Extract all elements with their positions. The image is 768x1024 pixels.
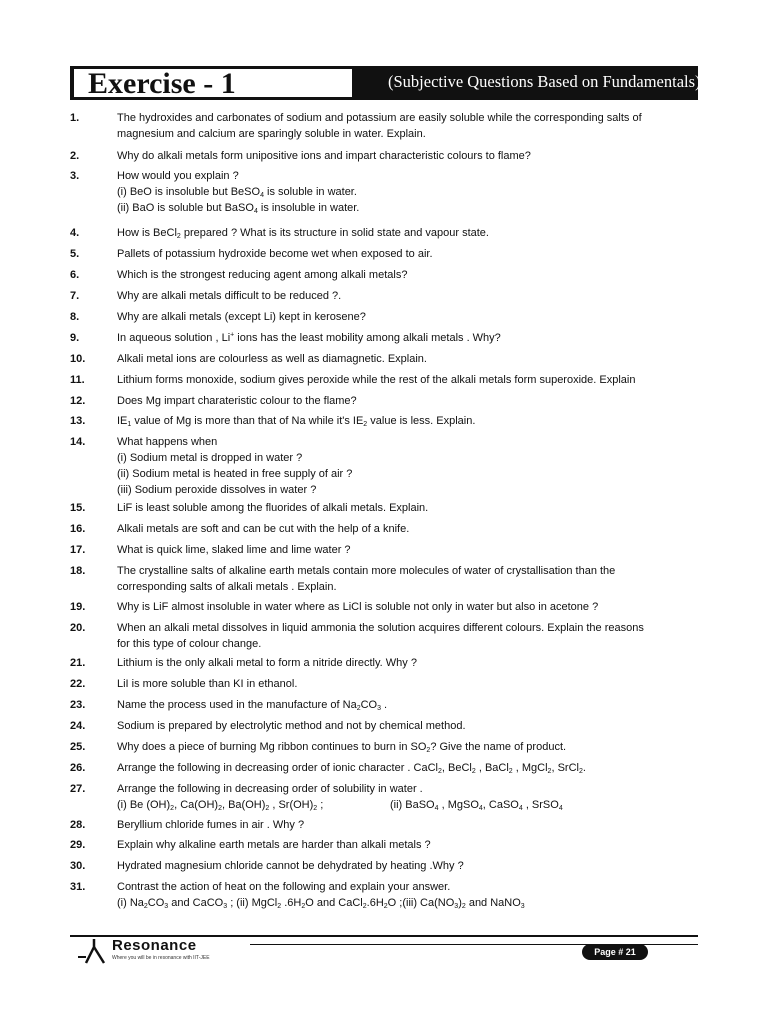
question-text: Lithium forms monoxide, sodium gives peroxide while the rest of the alkali metals form superoxide. Explain — [117, 374, 636, 386]
question-number: 2. — [70, 150, 80, 162]
brand-name: Resonance — [112, 937, 197, 954]
question-number: 19. — [70, 601, 86, 613]
question-text: Arrange the following in decreasing order of solubility in water . (i) Be $(OH)_2$, $Ca(OH)_2$, $Ba(OH)_2$ , $Sr(OH)_2$ ; (ii) BaSO$_4$ , MgSO$_4$, CaSO$_4$ , SrSO$_4$ — [117, 783, 563, 812]
title-box — [74, 67, 352, 100]
question-text: LiI is more soluble than KI in ethanol. — [117, 678, 298, 690]
question-text: How is BeCl$_2$ prepared ? What is its structure in solid state and vapour state. — [117, 227, 489, 240]
question-number: 3. — [70, 170, 80, 182]
text-line: (i) BeO is insoluble but BeSO$_4$ is soluble in water. — [117, 186, 357, 199]
question-number: 8. — [70, 311, 80, 323]
question-text: Sodium is prepared by electrolytic method and not by chemical method. — [117, 720, 466, 732]
question-number: 11. — [70, 374, 85, 386]
question-number: 22. — [70, 678, 86, 690]
text-line: How would you explain ? — [117, 170, 239, 182]
question-text: Explain why alkaline earth metals are harder than alkali metals ? — [117, 839, 431, 851]
exercise-title: Exercise - 1 — [88, 67, 236, 100]
question-number: 21. — [70, 657, 86, 669]
question-text: LiF is least soluble among the fluorides of alkali metals. Explain. — [117, 502, 429, 514]
question-text: The crystalline salts of alkaline earth metals contain more molecules of water of crystallisation than the corresponding salts of alkali metals . Explain. — [117, 565, 616, 593]
resonance-logo-icon — [78, 935, 110, 965]
question-text — [117, 168, 768, 216]
question-text: $IE_1$ value of Mg is more than that of Na while it's $IE_2$ value is less. Explain. — [117, 415, 476, 428]
question-text: Why are alkali metals difficult to be reduced ?. — [117, 290, 342, 302]
question-number: 7. — [70, 290, 80, 302]
question-text: Name the process used in the manufacture of $Na_2CO_3$ . — [117, 699, 388, 712]
question-number: 24. — [70, 720, 86, 732]
exercise-subtitle: (Subjective Questions Based on Fundamentals) — [388, 72, 701, 91]
question-number: 30. — [70, 860, 86, 872]
question-number: 14. — [70, 436, 86, 448]
question-number: 27. — [70, 783, 86, 795]
question-number: 16. — [70, 523, 86, 535]
question-number: 28. — [70, 819, 86, 831]
question-number: 23. — [70, 699, 86, 711]
question-number: 15. — [70, 502, 86, 514]
text-line: magnesium and calcium are sparingly soluble in water. Explain. — [117, 128, 426, 140]
question-text: Why does a piece of burning Mg ribbon continues to burn in $SO_2$? Give the name of product. — [117, 741, 567, 754]
text-line: Why do alkali metals form unipositive ions and impart characteristic colours to flame? — [117, 150, 531, 162]
question-text: Lithium is the only alkali metal to form a nitride directly. Why ? — [117, 657, 417, 669]
question-number: 31. — [70, 881, 86, 893]
question-text: Alkali metals are soft and can be cut with the help of a knife. — [117, 523, 410, 535]
question-text: Contrast the action of heat on the following and explain your answer. (i) $Na_2CO_3$ and CaCO$_3$ ; (ii) MgCl$_2$ $.6H_2O$ and $CaCl_2.6H_2O$ ;(iii) $Ca(NO_3)_2$ and NaNO$_3$ — [117, 881, 525, 910]
question-text: What happens when (i) Sodium metal is dropped in water ? (ii) Sodium metal is heated in free supply of air ? (iii) Sodium peroxide dissolves in water ? — [117, 436, 353, 496]
text-line: The hydroxides and carbonates of sodium and potassium are easily soluble while the corresponding salts of — [117, 112, 642, 124]
question-text — [117, 148, 768, 164]
exercise-header — [70, 66, 701, 100]
question-text: Arrange the following in decreasing order of ionic character . CaCl$_2$, BeCl$_2$ , BaCl$_2$ , MgCl$_2$, SrCl$_2$. — [117, 762, 586, 775]
question-text: Why are alkali metals (except Li) kept in kerosene? — [117, 311, 366, 323]
brand-tagline: Where you will be in resonance with IIT-JEE — [112, 955, 210, 961]
question-number: 10. — [70, 353, 86, 365]
text-line: (ii) BaO is soluble but BaSO$_4$ is insoluble in water. — [117, 202, 360, 215]
question-text: Why is LiF almost insoluble in water where as LiCl is soluble not only in water but also in acetone ? — [117, 601, 599, 613]
question-number: 13. — [70, 415, 86, 427]
question-number: 18. — [70, 565, 86, 577]
question-text: When an alkali metal dissolves in liquid ammonia the solution acquires different colours. Explain the reasons for this type of colour change. — [117, 622, 644, 650]
question-number: 1. — [70, 112, 80, 124]
question-number: 9. — [70, 332, 80, 344]
question-number: 5. — [70, 248, 80, 260]
question-text: Pallets of potassium hydroxide become wet when exposed to air. — [117, 248, 433, 260]
question-text: In aqueous solution , Li+ ions has the least mobility among alkali metals . Why? — [117, 331, 501, 344]
question-number: 25. — [70, 741, 86, 753]
question-number: 12. — [70, 395, 86, 407]
question-number: 17. — [70, 544, 86, 556]
question-number: 26. — [70, 762, 86, 774]
question-number: 29. — [70, 839, 86, 851]
question-number: 6. — [70, 269, 80, 281]
question-text — [117, 110, 768, 142]
page-number-badge: Page # 21 — [582, 944, 648, 960]
question-text: Alkali metal ions are colourless as well as diamagnetic. Explain. — [117, 353, 427, 365]
question-text: What is quick lime, slaked lime and lime water ? — [117, 544, 351, 556]
question-text: Beryllium chloride fumes in air . Why ? — [117, 819, 305, 831]
question-text: Which is the strongest reducing agent among alkali metals? — [117, 269, 408, 281]
question-text: Does Mg impart charateristic colour to the flame? — [117, 395, 357, 407]
question-text: Hydrated magnesium chloride cannot be dehydrated by heating .Why ? — [117, 860, 464, 872]
question-number: 4. — [70, 227, 80, 239]
question-number: 20. — [70, 622, 86, 634]
